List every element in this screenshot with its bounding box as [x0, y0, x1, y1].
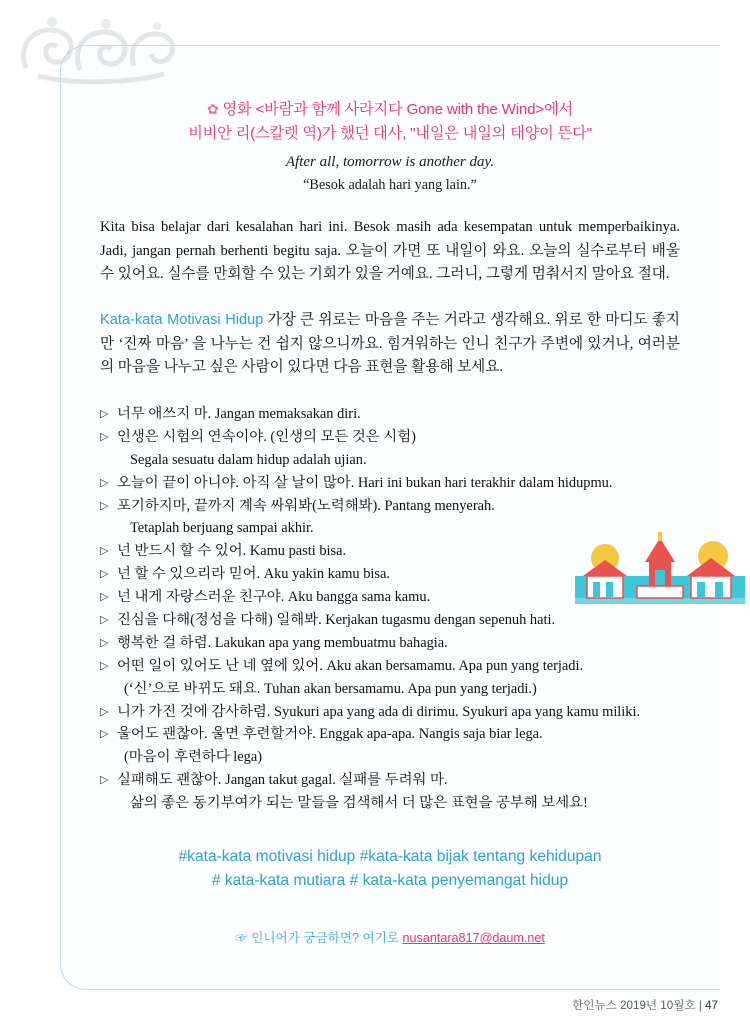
quote-korean-line2: 비비안 리(스칼렛 역)가 했던 대사, "내일은 내일의 태양이 뜬다": [188, 124, 592, 142]
triangle-right-icon: ▷: [100, 591, 109, 604]
list-item: [100, 770, 680, 792]
triangle-right-icon: ▷: [100, 636, 109, 649]
triangle-right-icon: ▷: [100, 568, 109, 581]
ornament-decoration: [8, 8, 188, 88]
list-item-subline: Tetaplah berjuang sampai akhir.: [130, 520, 314, 537]
list-item-subline: Segala sesuatu dalam hidup adalah ujian.: [130, 451, 367, 468]
list-item: [100, 427, 680, 449]
triangle-right-icon: ▷: [100, 545, 109, 558]
triangle-right-icon: ▷: [100, 430, 109, 443]
highlight-phrase: Kata-kata Motivasi Hidup: [100, 312, 264, 329]
contact-line: [100, 927, 680, 946]
list-item-label: 너무 애쓰지 마. Jangan memaksakan diri.: [117, 405, 361, 422]
paragraph-first: Kita bisa belajar dari kesalahan hari ini. Besok masih ada kesempatan untuk memperbaikinya. Jadi, jangan pernah berhenti begitu saja. 오늘이 가면 또 내일이 와요. 오늘의 실수로부터 배울 수 있어요. 실수를 만회할 수 있는 기회가 있을 거예요. 그러니, 그렇게 멈춰서지 말아요 절대.: [100, 219, 680, 283]
list-item-label: 어떤 일이 있어도 난 네 옆에 있어. Aku akan bersamamu. Apa pun yang terjadi.: [117, 657, 584, 674]
page-footer: [572, 997, 718, 1013]
list-item: [100, 724, 680, 746]
triangle-right-icon: ▷: [100, 659, 109, 672]
triangle-right-icon: ▷: [100, 774, 109, 787]
list-item-label: 포기하지마, 끝까지 계속 싸워봐(노력해봐). Pantang menyerah.: [117, 497, 495, 514]
list-item: [100, 587, 680, 609]
list-item-label: 넌 할 수 있으리라 믿어. Aku yakin kamu bisa.: [117, 566, 390, 583]
list-item: [100, 541, 680, 563]
list-item-label: 진심을 다해(정성을 다해) 일해봐. Kerjakan tugasmu dengan sepenuh hati.: [117, 611, 556, 628]
contact-text: 인니어가 궁금하면? 여기로: [251, 931, 403, 946]
quote-indonesian: “Besok adalah hari yang lain.”: [303, 177, 477, 194]
triangle-right-icon: ▷: [100, 407, 109, 420]
paragraph-second: [100, 309, 680, 380]
quote-block: [100, 98, 680, 194]
quote-english: After all, tomorrow is another day.: [285, 154, 495, 171]
list-item-label: 넌 반드시 할 수 있어. Kamu pasti bisa.: [117, 543, 347, 560]
list-item-label: 오늘이 끝이 아니야. 아직 살 날이 많아. Hari ini bukan hari terakhir dalam hidupmu.: [117, 474, 613, 491]
footer-separator: |: [698, 999, 702, 1012]
quote-line1-text: 영화 <바람과 함께 사라지다 Gone with the Wind>에서: [222, 101, 574, 118]
pointing-hand-icon: ☞: [235, 931, 248, 946]
list-item: [100, 656, 680, 678]
list-item: [100, 564, 680, 586]
list-item: [100, 610, 680, 632]
quote-korean-line1: [100, 98, 680, 122]
triangle-right-icon: ▷: [100, 705, 109, 718]
list-item-label: 니가 가진 것에 감사하렴. Syukuri apa yang ada di dirimu. Syukuri apa yang kamu miliki.: [117, 703, 641, 720]
triangle-right-icon: ▷: [100, 499, 109, 512]
flower-icon: ✿: [206, 101, 219, 117]
list-item: [100, 633, 680, 655]
triangle-right-icon: ▷: [100, 728, 109, 741]
list-item: [100, 473, 680, 495]
list-item: [100, 404, 680, 426]
list-item-label: 인생은 시험의 연속이야. (인생의 모든 것은 시험): [117, 428, 416, 445]
list-item-label: 실패해도 괜찮아. Jangan takut gagal. 실패를 두려워 마.: [117, 772, 448, 789]
list-item-subline: (마음이 후련하다 lega): [124, 749, 263, 766]
footer-source: 한인뉴스 2019년 10월호: [572, 999, 696, 1012]
footer-page-number: 47: [705, 999, 718, 1012]
list-item: [100, 496, 680, 518]
expression-list: [100, 404, 680, 815]
list-item-label: 넌 내게 자랑스러운 친구야. Aku bangga sama kamu.: [117, 589, 431, 606]
list-item-label: 행복한 걸 하렴. Lakukan apa yang membuatmu bahagia.: [117, 634, 448, 651]
hashtag-block: [100, 845, 680, 893]
paragraph-second-rest: 가장 큰 위로는 마음을 주는 거라고 생각해요. 위로 한 마디도 좋지만 ‘진짜 마음’ 을 나누는 건 쉽지 않으니까요. 힘겨워하는 인니 친구가 주변에 있거나, 여러분의 마음을 나누고 싶은 사람이 있다면 다음 표현을 활용해 보세요.: [100, 312, 680, 376]
hashtag-line1: #kata-kata motivasi hidup #kata-kata bijak tentang kehidupan: [178, 848, 602, 865]
list-item-label: 울어도 괜찮아. 울면 후련할거야. Enggak apa-apa. Nangis saja biar lega.: [117, 726, 543, 743]
article-content: [100, 80, 680, 946]
triangle-right-icon: ▷: [100, 613, 109, 626]
list-item: [100, 702, 680, 724]
triangle-right-icon: ▷: [100, 476, 109, 489]
contact-email-link[interactable]: nusantara817@daum.net: [402, 931, 545, 946]
list-item-subline: 삶의 좋은 동기부여가 되는 말들을 검색해서 더 많은 표현을 공부해 보세요!: [130, 795, 588, 812]
list-item-subline: (‘신’으로 바뀌도 돼요. Tuhan akan bersamamu. Apa pun yang terjadi.): [124, 680, 537, 697]
hashtag-line2: # kata-kata mutiara # kata-kata penyemangat hidup: [211, 872, 569, 890]
